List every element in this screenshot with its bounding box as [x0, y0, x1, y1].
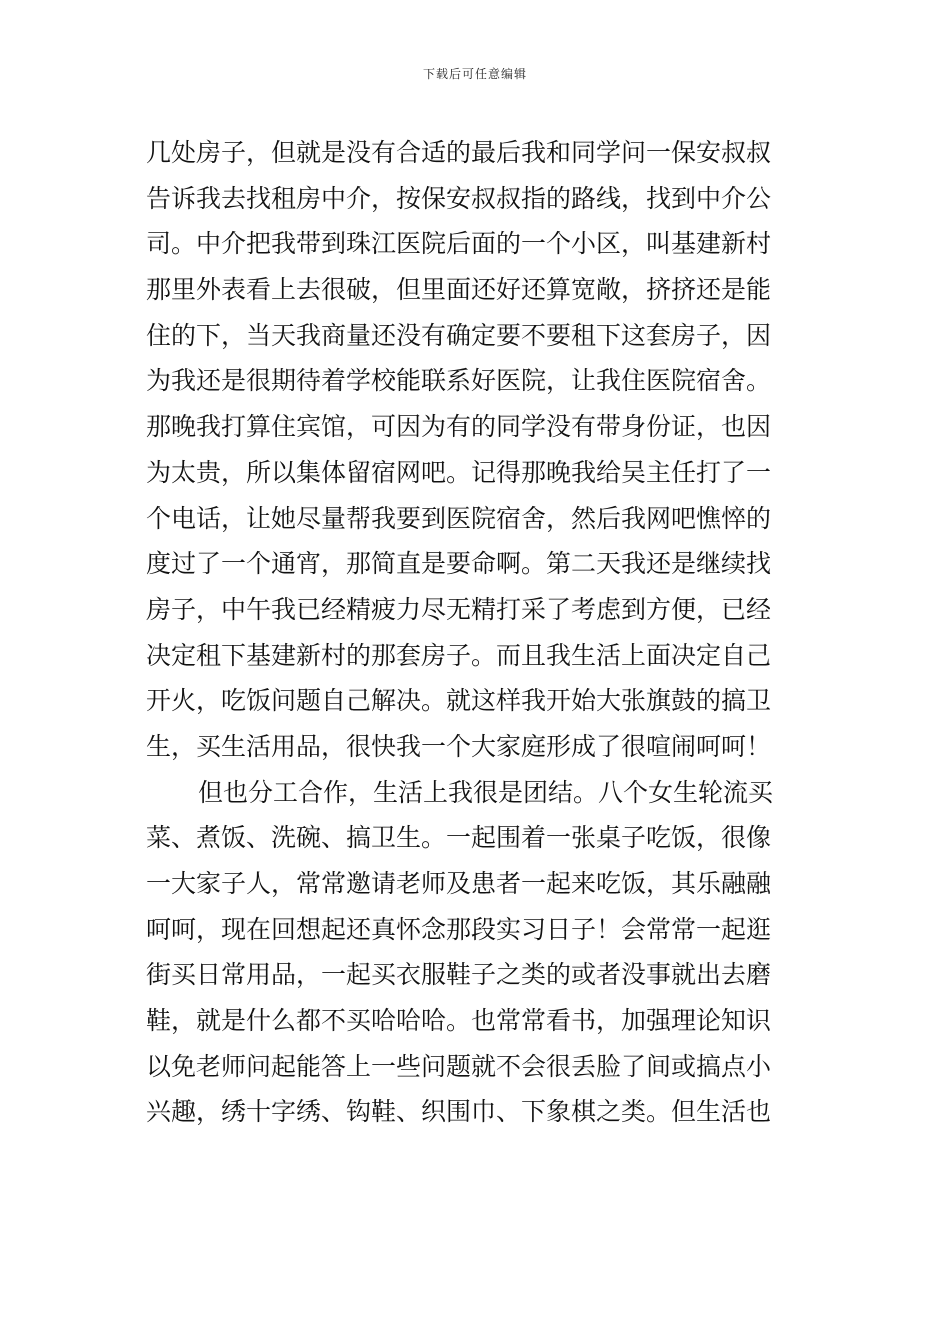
text-line: 菜、煮饭、洗碗、搞卫生。一起围着一张桌子吃饭，很像: [146, 823, 772, 853]
text-line: 告诉我去找租房中介，按保安叔叔指的路线，找到中介公: [146, 183, 772, 213]
text-line: 为太贵，所以集体留宿网吧。记得那晚我给吴主任打了一: [146, 457, 772, 487]
text-line: 那晚我打算住宾馆，可因为有的同学没有带身份证，也因: [146, 412, 772, 442]
text-line: 司。中介把我带到珠江医院后面的一个小区，叫基建新村: [146, 229, 772, 259]
page-header: 下载后可任意编辑: [422, 67, 527, 81]
text-line: 那里外表看上去很破，但里面还好还算宽敞，挤挤还是能: [146, 275, 772, 305]
text-line: 以免老师问起能答上一些问题就不会很丢脸了间或搞点小: [146, 1051, 772, 1081]
text-line: 房子，中午我已经精疲力尽无精打采了考虑到方便，已经: [146, 594, 772, 624]
text-line: 几处房子，但就是没有合适的最后我和同学问一保安叔叔: [146, 138, 772, 167]
body-text: [146, 130, 816, 1135]
text-line: 呵呵，现在回想起还真怀念那段实习日子！会常常一起逛: [146, 914, 772, 944]
text-line: 兴趣，绣十字绣、钩鞋、织围巾、下象棋之类。但生活也: [146, 1097, 772, 1127]
text-line: 决定租下基建新村的那套房子。而且我生活上面决定自己: [146, 640, 772, 670]
text-line: 住的下，当天我商量还没有确定要不要租下这套房子，因: [146, 320, 772, 350]
text-line: 度过了一个通宵，那简直是要命啊。第二天我还是继续找: [146, 549, 772, 579]
paragraph-start-line: 但也分工合作，生活上我很是团结。八个女生轮流买: [198, 777, 774, 807]
text-line: 一大家子人，常常邀请老师及患者一起来吃饭，其乐融融: [146, 869, 772, 898]
text-line: 为我还是很期待着学校能联系好医院，让我住医院宿舍。: [146, 366, 772, 396]
text-line: 街买日常用品，一起买衣服鞋子之类的或者没事就出去磨: [146, 960, 772, 990]
text-line: 鞋，就是什么都不买哈哈哈。也常常看书，加强理论知识: [146, 1006, 772, 1036]
text-line: 个电话，让她尽量帮我要到医院宿舍，然后我网吧憔悴的: [146, 503, 772, 533]
text-line: 开火，吃饭问题自己解决。就这样我开始大张旗鼓的搞卫: [146, 686, 772, 716]
text-line: 生，买生活用品，很快我一个大家庭形成了很喧闹呵呵！: [146, 731, 772, 761]
